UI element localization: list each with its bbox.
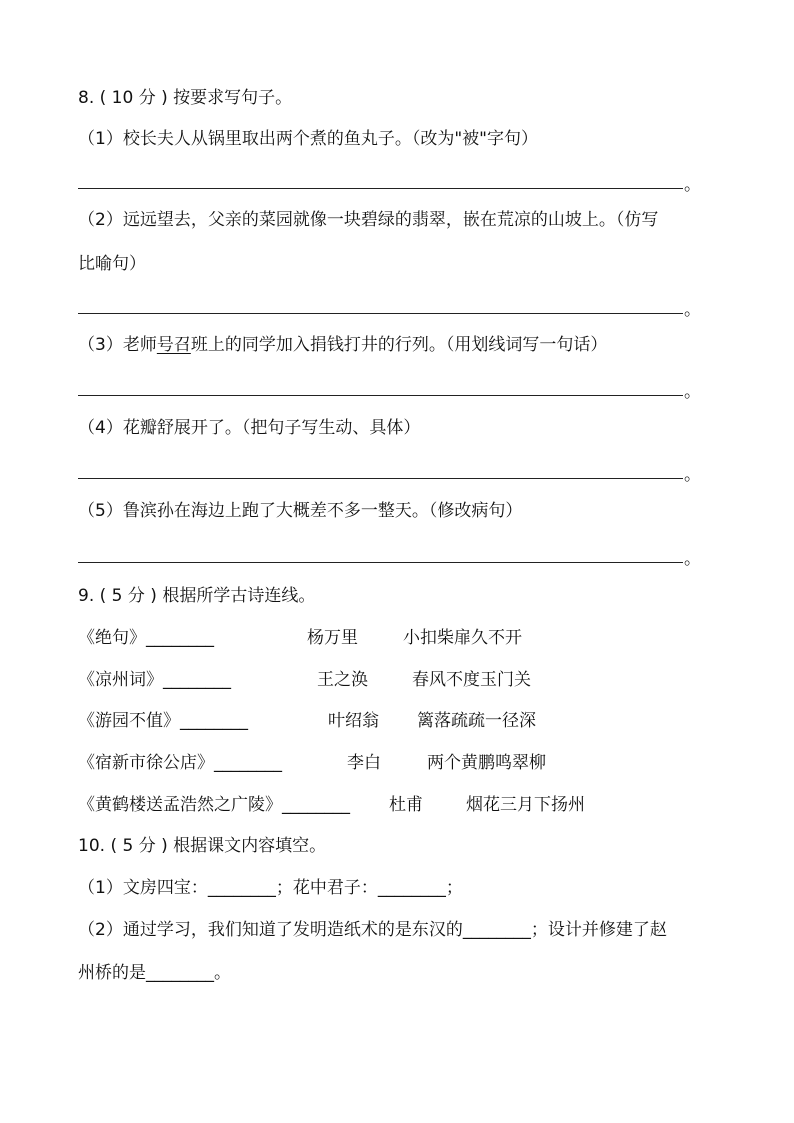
answer-period-1: 。: [684, 175, 701, 195]
answer-line-1[interactable]: [78, 188, 683, 189]
q10-item-2-line1: （2）通过学习，我们知道了发明造纸术的是东汉的________；设计并修建了赵: [78, 920, 667, 940]
answer-line-3[interactable]: [78, 395, 683, 396]
poem-title: 《宿新市徐公店》________: [78, 753, 282, 773]
q10-item-1: （1）文房四宝：________；花中君子：________；: [78, 878, 463, 898]
answer-period-3: 。: [684, 382, 701, 402]
poem-line: 小扣柴扉久不开: [403, 628, 522, 648]
answer-line-2[interactable]: [78, 313, 683, 314]
q8-item-3: [78, 334, 607, 356]
q8-item-3-post: 班上的同学加入捐钱打井的行列。（用划线词写一句话）: [190, 335, 608, 355]
poem-author: 杨万里: [307, 628, 358, 648]
q8-heading: 8. ( 10 分 ) 按要求写句子。: [78, 88, 293, 108]
poem-title: 《绝句》________: [78, 628, 214, 648]
poem-author: 王之涣: [317, 670, 368, 690]
answer-period-4: 。: [684, 465, 701, 485]
poem-author: 叶绍翁: [328, 711, 379, 731]
q10-heading: 10. ( 5 分 ) 根据课文内容填空。: [78, 836, 327, 856]
q8-item-5: （5）鲁滨孙在海边上跑了大概差不多一整天。（修改病句）: [78, 501, 523, 521]
q8-item-2-line1: （2）远远望去，父亲的菜园就像一块碧绿的翡翠，嵌在荒凉的山坡上。（仿写: [78, 210, 659, 230]
poem-title: 《凉州词》________: [78, 670, 231, 690]
q9-heading: 9. ( 5 分 ) 根据所学古诗连线。: [78, 586, 316, 606]
poem-line: 烟花三月下扬州: [466, 795, 585, 815]
poem-line: 两个黄鹏鸣翠柳: [427, 753, 546, 773]
poem-author: 杜甫: [389, 795, 423, 815]
q10-item-2-line2: 州桥的是________。: [78, 963, 231, 983]
poem-title: 《黄鹤楼送孟浩然之广陵》________: [78, 795, 350, 815]
q8-item-1: （1）校长夫人从锅里取出两个煮的鱼丸子。（改为"被"字句）: [78, 129, 538, 149]
poem-line: 篱落疏疏一径深: [417, 711, 536, 731]
q8-item-2-line2: 比喻句）: [78, 254, 146, 274]
q8-item-3-pre: （3）老师: [78, 335, 157, 355]
underlined-word: 号召: [156, 335, 191, 355]
answer-line-5[interactable]: [78, 562, 683, 563]
poem-line: 春风不度玉门关: [412, 670, 531, 690]
q8-item-4: （4）花瓣舒展开了。（把句子写生动、具体）: [78, 418, 421, 438]
answer-period-2: 。: [684, 300, 701, 320]
poem-title: 《游园不值》________: [78, 711, 248, 731]
answer-line-4[interactable]: [78, 478, 683, 479]
answer-period-5: 。: [684, 549, 701, 569]
poem-author: 李白: [347, 753, 381, 773]
